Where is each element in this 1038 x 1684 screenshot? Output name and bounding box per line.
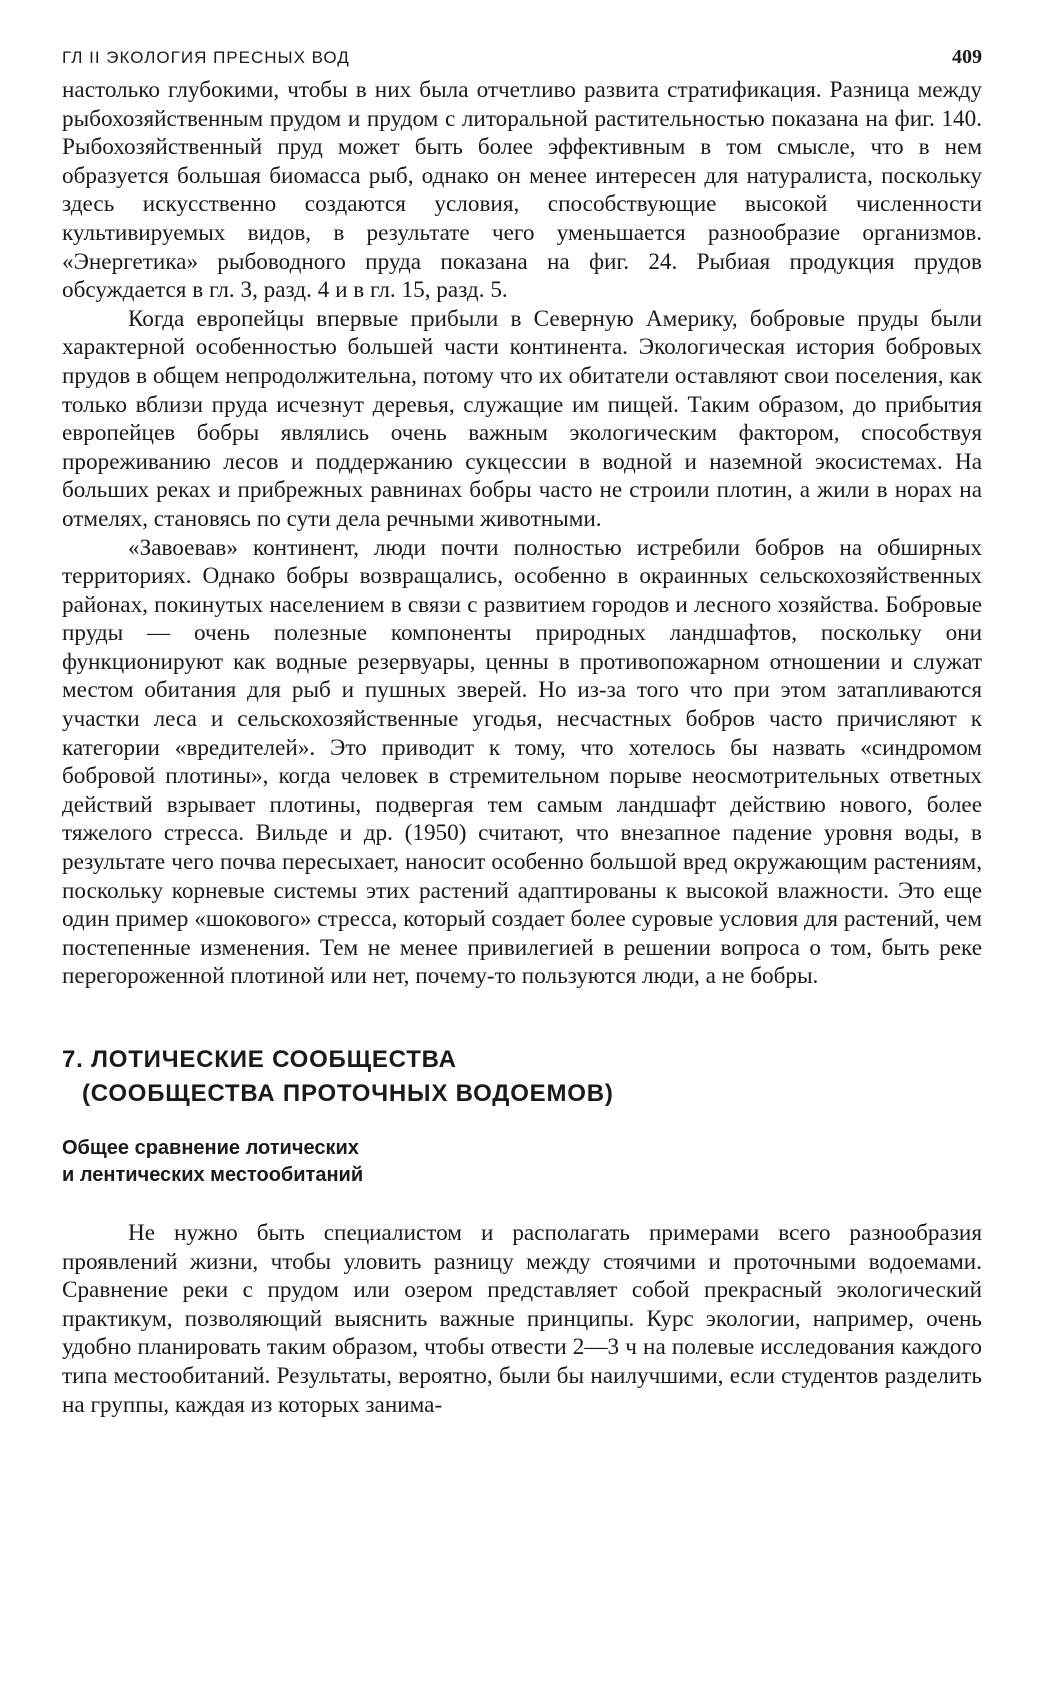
- subsection-heading-line2: и лентических местообитаний: [62, 1164, 364, 1186]
- running-title: ГЛ II ЭКОЛОГИЯ ПРЕСНЫХ ВОД: [62, 48, 350, 67]
- subsection-heading-line1: Общее сравнение лотических: [62, 1137, 359, 1159]
- running-header: [62, 46, 982, 76]
- paragraph-lotic-lentic: Не нужно быть специалистом и располагать примерами всего разнообразия проявлений жизни, чтобы уловить разницу между стоячими и проточными водоемами. Сравнение реки с прудом или озером представляет собой прекрасный экологический практикум, позволяющий выяснить важные принципы. Курс экологии, например, очень удобно планировать таким образом, чтобы отвести 2—3 ч на полевые исследования каждого типа местообитаний. Результаты, вероятно, были бы наилучшими, если студентов разделить на группы, каждая из которых занима-: [62, 1220, 982, 1418]
- paragraph-beaver-ponds: Когда европейцы впервые прибыли в Северную Америку, бобровые пруды были характерной особенностью большей части континента. Экологическая история бобровых прудов в общем непродолжительна, потому что их обитатели оставляют свои поселения, как только вблизи пруда исчезнут деревья, служащие им пищей. Таким образом, до прибытия европейцев бобры являлись очень важным экологическим фактором, способствуя прореживанию лесов и поддержанию сукцессии в водной и наземной экосистемах. На больших реках и прибрежных равнинах бобры часто не строили плотин, а жили в норах на отмелях, становясь по сути дела речными животными.: [62, 305, 982, 532]
- section-body-text: [62, 1219, 982, 1419]
- paragraph-continuation: настолько глубокими, чтобы в них была отчетливо развита стратификация. Разница между рыбохозяйственным прудом и прудом с литоральной растительностью показана на фиг. 140. Рыбохозяйственный пруд может быть более эффективным в том смысле, что в нем образуется большая биомасса рыб, однако он менее интересен для натуралиста, поскольку здесь искусственно создаются условия, способствующие высокой численности культивируемых видов, в результате чего уменьшается разнообразие организмов. «Энергетика» рыбоводного пруда показана на фиг. 24. Рыбиая продукция прудов обсуждается в гл. 3, разд. 4 и в гл. 15, разд. 5.: [62, 77, 982, 304]
- section-heading-line2: (СООБЩЕСТВА ПРОТОЧНЫХ ВОДОЕМОВ): [82, 1080, 614, 1107]
- section-heading: [62, 1043, 982, 1111]
- section-heading-line1: 7. ЛОТИЧЕСКИЕ СООБЩЕСТВА: [62, 1046, 457, 1073]
- body-text: [62, 76, 982, 991]
- subsection-heading: [62, 1135, 982, 1189]
- page-number: 409: [952, 46, 982, 68]
- paragraph-beaver-dam-syndrome: «Завоевав» континент, люди почти полностью истребили бобров на обширных территориях. Однако бобры возвращались, особенно в окраинных сельскохозяйственных районах, покинутых населением в связи с развитием городов и лесного хозяйства. Бобровые пруды — очень полезные компоненты природных ландшафтов, поскольку они функционируют как водные резервуары, ценны в противопожарном отношении и служат местом обитания для рыб и пушных зверей. Но из-за того что при этом затапливаются участки леса и сельскохозяйственные угодья, несчастных бобров часто причисляют к категории «вредителей». Это приводит к тому, что хотелось бы назвать «синдромом бобровой плотины», когда человек в стремительном порыве неосмотрительных ответных действий взрывает плотины, подвергая тем самым ландшафт действию нового, более тяжелого стресса. Вильде и др. (1950) считают, что внезапное падение уровня воды, в результате чего почва пересыхает, наносит особенно большой вред окружающим растениям, поскольку корневые системы этих растений адаптированы к высокой влажности. Это еще один пример «шокового» стресса, который создает более суровые условия для растений, чем постепенные изменения. Тем не менее привилегией в решении вопроса о том, быть реке перегороженной плотиной или нет, почему-то пользуются люди, а не бобры.: [62, 534, 982, 990]
